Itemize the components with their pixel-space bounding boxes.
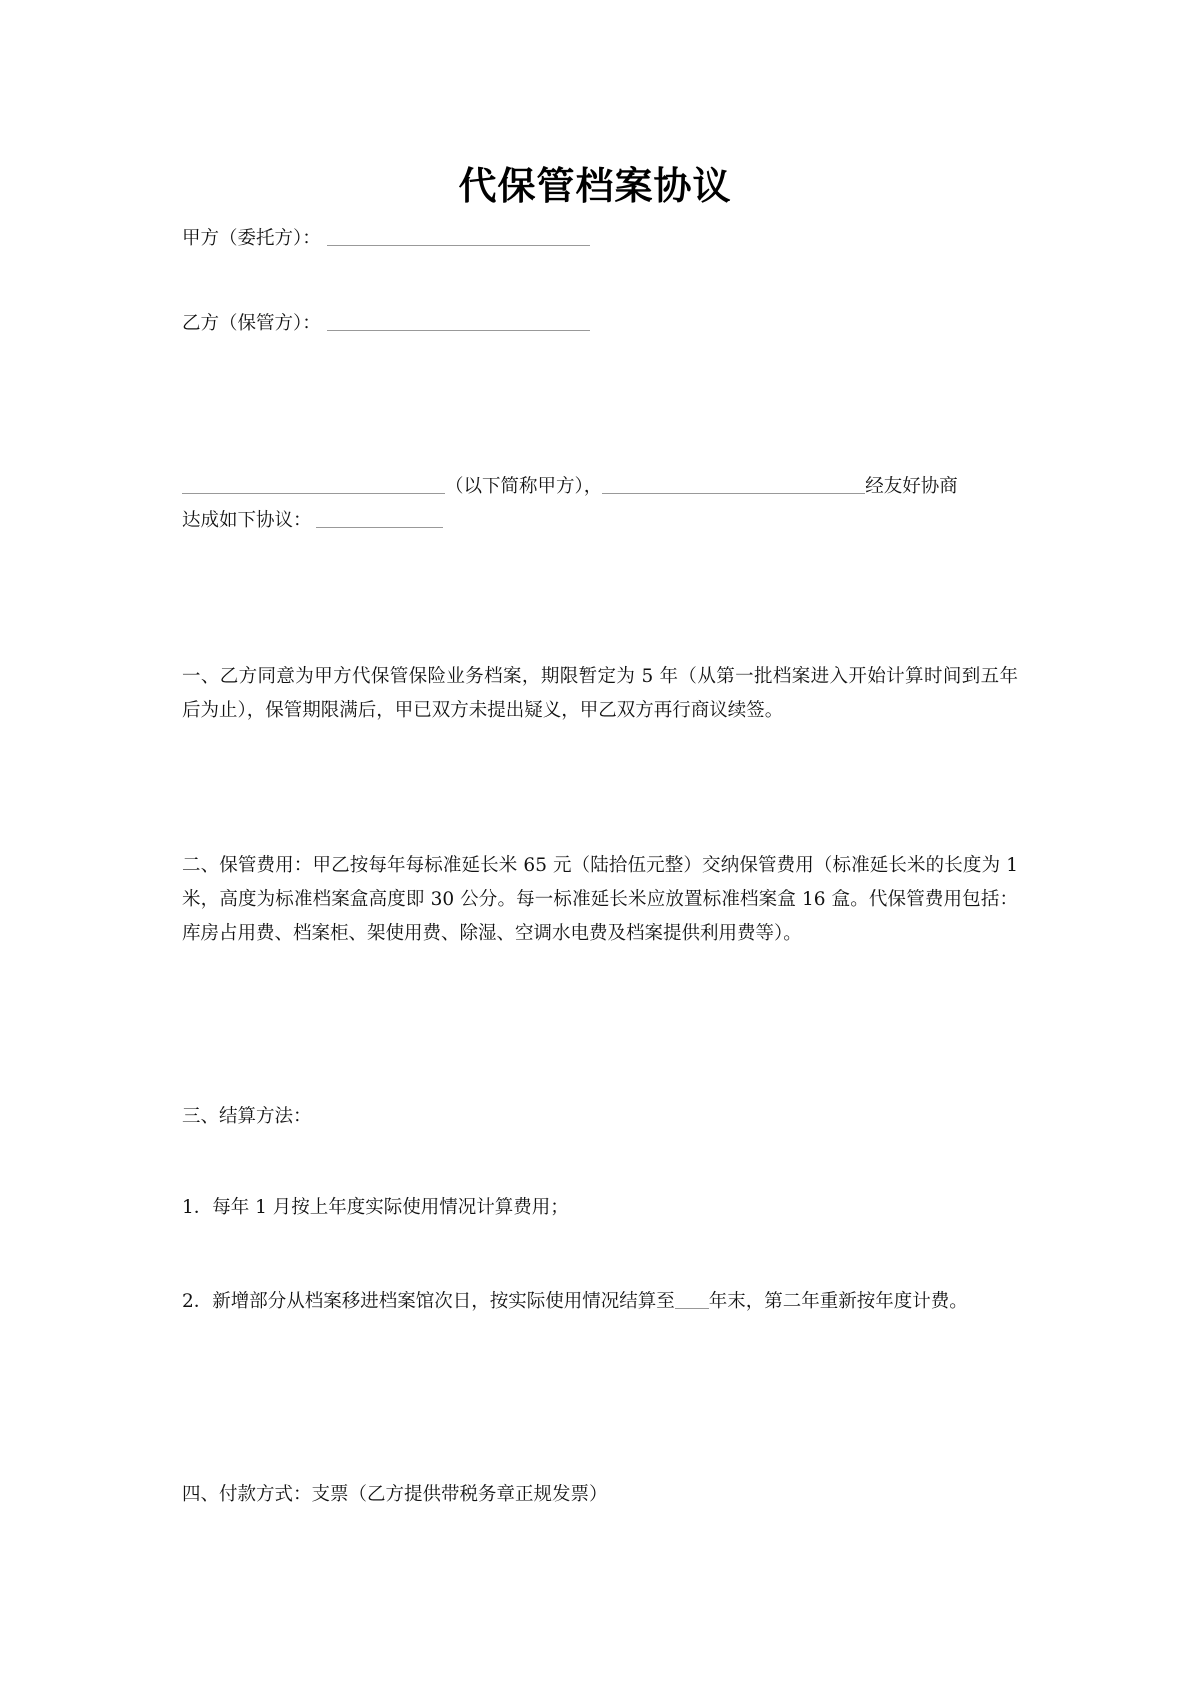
party-b-label: 乙方（保管方）：	[182, 313, 321, 334]
party-a-line	[182, 222, 1017, 256]
intro-line-2	[182, 504, 1017, 538]
intro-line-1	[182, 470, 1017, 504]
intro-text-negotiate: 经友好协商	[865, 476, 958, 497]
clause-3-item-2-text-after: 年末，第二年重新按年度计费。	[708, 1291, 968, 1312]
party-b-blank[interactable]	[327, 310, 590, 331]
intro-text-abbrev: （以下简称甲方），	[445, 476, 603, 497]
clause-3-item-1: 1．每年 1 月按上年度实际使用情况计算费用；	[182, 1197, 569, 1218]
clause-1: 一、乙方同意为甲方代保管保险业务档案，期限暂定为 5 年（从第一批档案进入开始计算时间到五年后为止），保管期限满后，甲已双方未提出疑义，甲乙双方再行商议续签。	[182, 666, 1018, 721]
clause-4-payment: 四、付款方式：支票（乙方提供带税务章正规发票）	[182, 1484, 608, 1505]
party-a-blank[interactable]	[327, 225, 590, 246]
clause-3-item-2	[182, 1285, 1018, 1319]
clause-2-fees: 二、保管费用：甲乙按每年每标准延长米 65 元（陆拾伍元整）交纳保管费用（标准延长米的长度为 1 米，高度为标准档案盒高度即 30 公分。每一标准延长米应放置标准档案盒 16 盒。代保管费用包括：库房占用费、档案柜、架使用费、除湿、空调水电费及档案提供利用费等）。	[182, 855, 1018, 944]
party-b-line	[182, 307, 1017, 341]
intro-blank-party-a[interactable]	[182, 473, 445, 494]
intro-text-agreement: 达成如下协议：	[182, 510, 312, 531]
intro-blank-agreement[interactable]	[316, 507, 443, 528]
clause-3-heading: 三、结算方法：	[182, 1106, 312, 1127]
document-title: 代保管档案协议	[458, 164, 732, 208]
intro-blank-party-b[interactable]	[602, 473, 865, 494]
party-a-label: 甲方（委托方）：	[182, 228, 321, 249]
clause-3-item-2-year-blank[interactable]	[675, 1288, 709, 1309]
clause-3-item-2-text-before: 2．新增部分从档案移进档案馆次日，按实际使用情况结算至	[182, 1291, 675, 1312]
